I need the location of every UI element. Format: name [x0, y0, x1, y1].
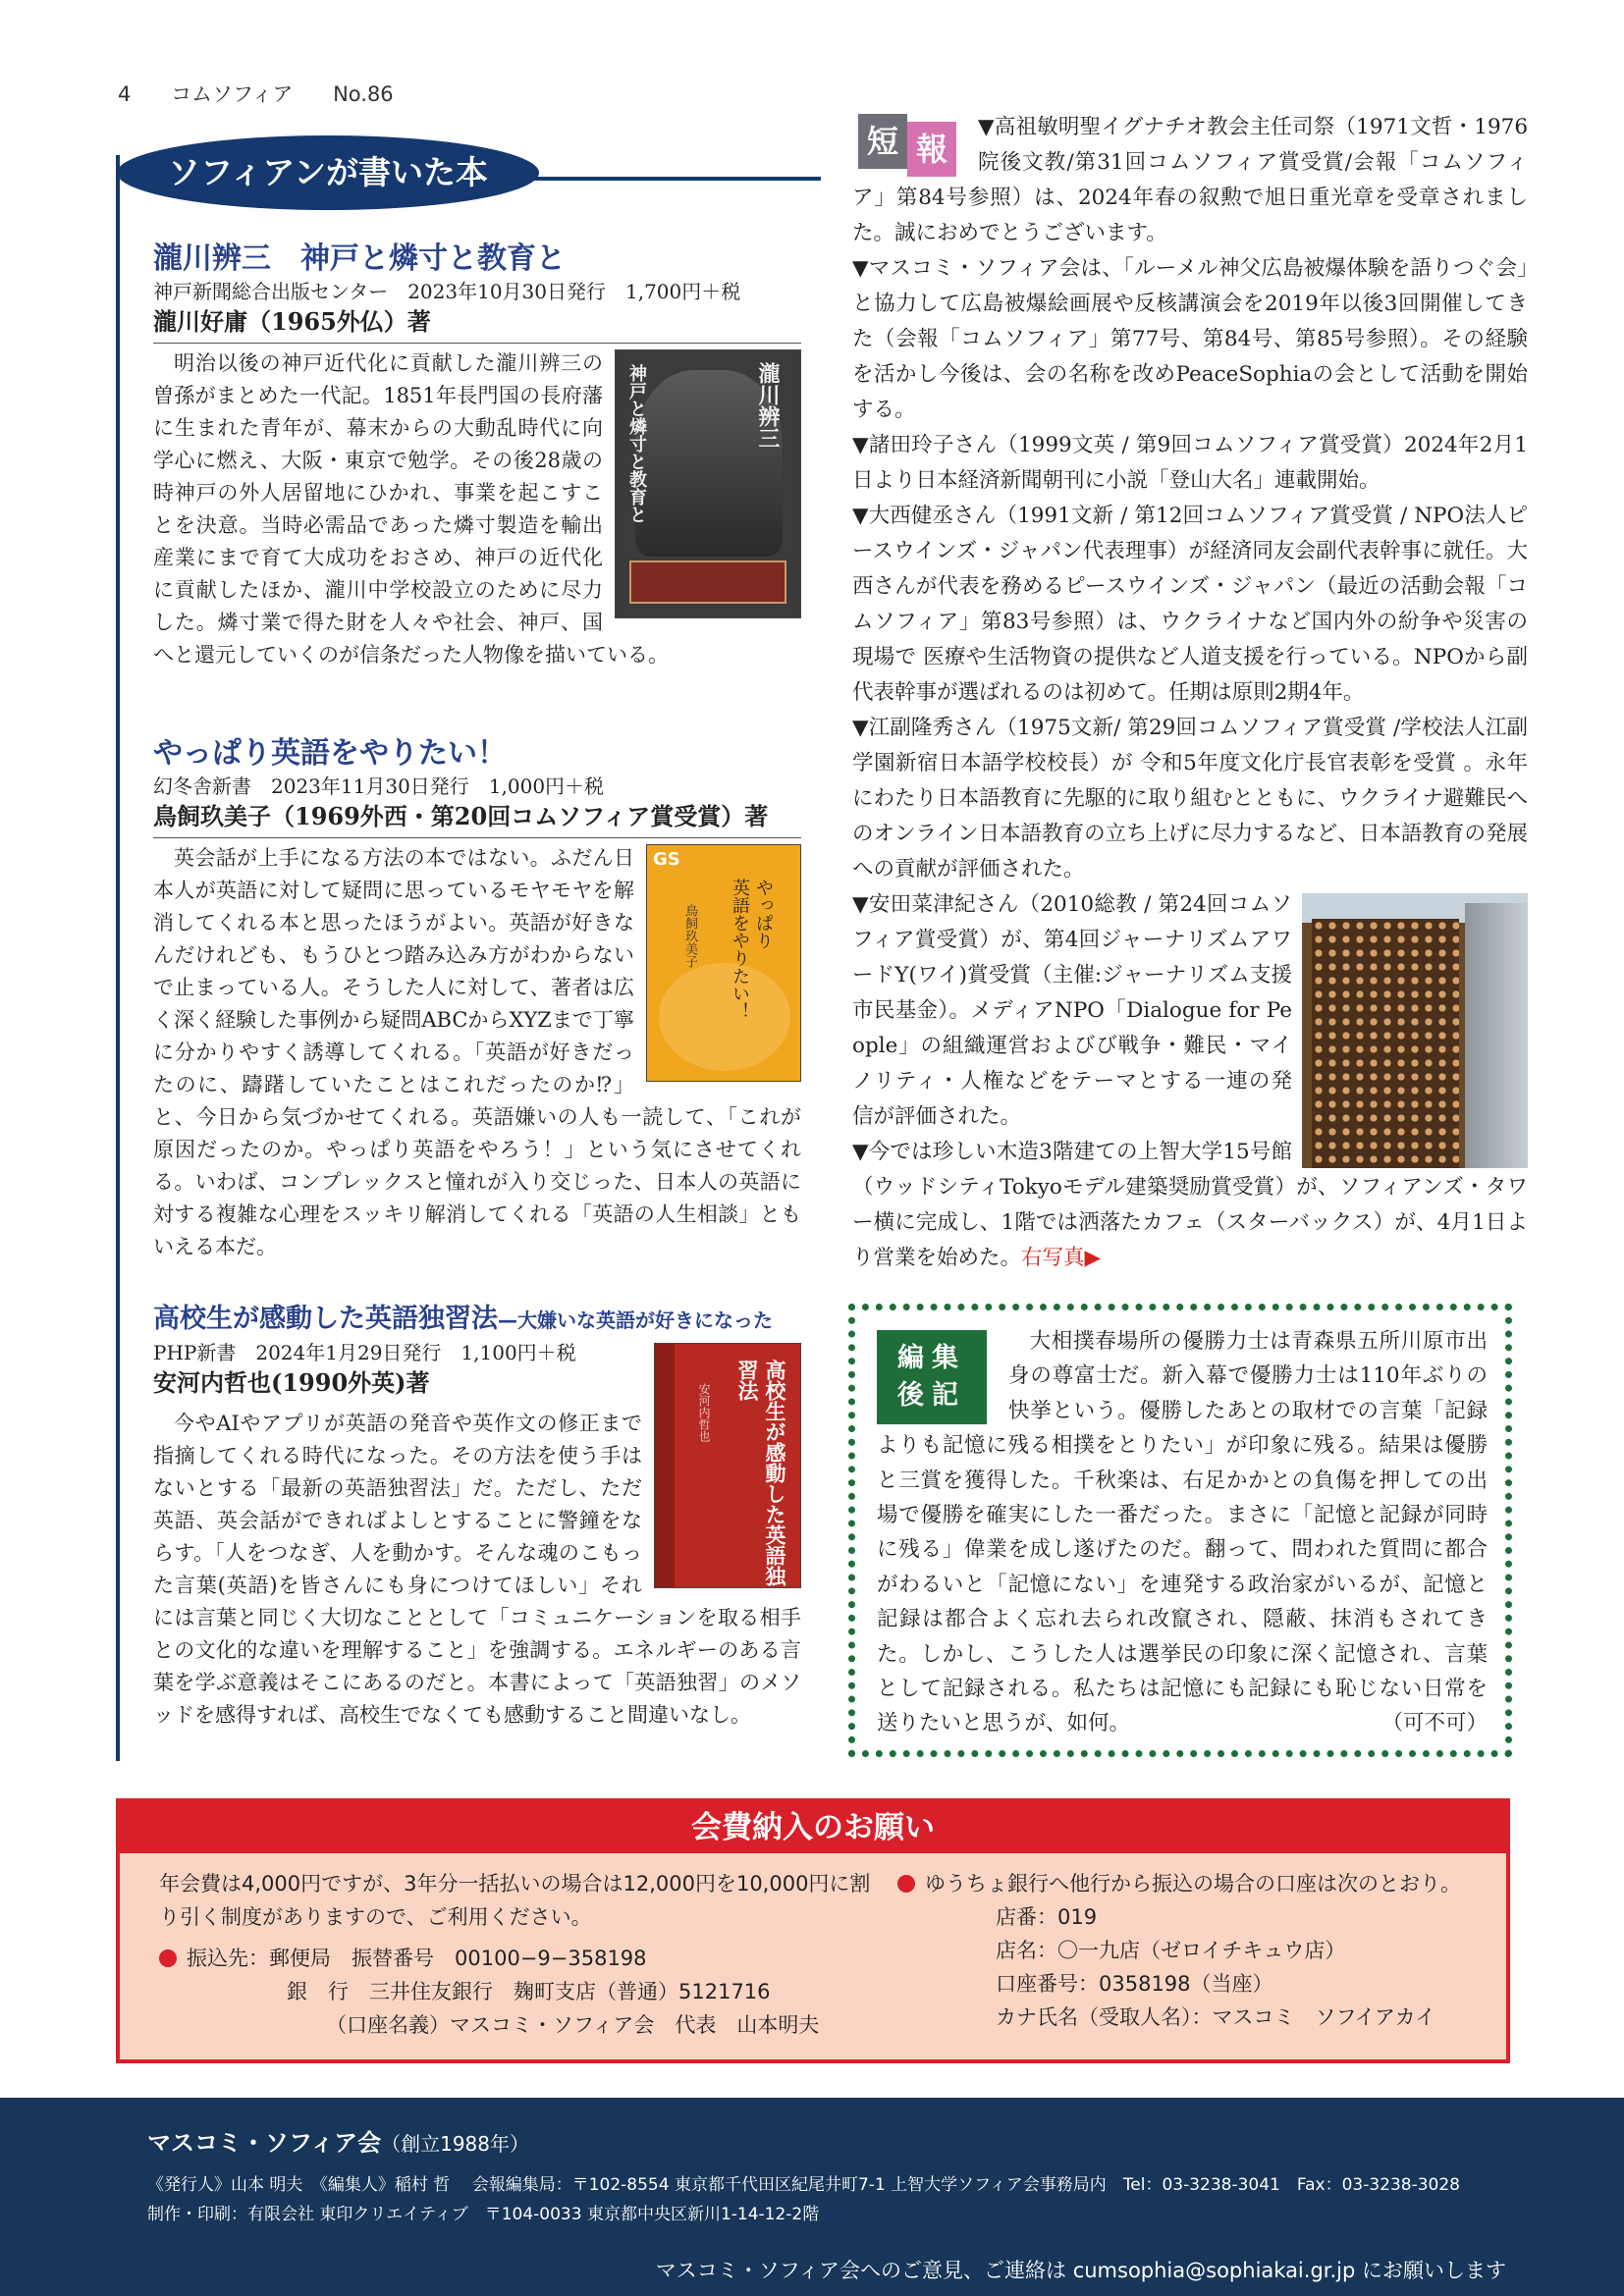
short-news — [852, 110, 1528, 1276]
book-author: 鳥飼玖美子（1969外西・第20回コムソフィア賞受賞）著 — [153, 799, 801, 838]
book-review: 英会話が上手になる方法の本ではない。ふだん日本人が英語に対して疑問に思っているモヤモヤを解消してくれる本と思ったほうがよい。英語が好きなんだけれども、もうひとつ踏み込み方がわからないで止まっている人。そうした人に対して、著者は広く深く経験した事例から疑問ABCからXYZまで丁寧に分かりやすく誘導してくれる。「英語が好きだったのに、躊躇していたことはこれだったのか⁉」と、今日から気づかせてくれる。英語嫌いの人も一読して、「これが原因だったのか。やっぱり英語をやろう！」という気にさせてくれる。いわば、コンプレックスと憧れが入り交じった、日本人の英語に対する複雑な心理をスッキリ解消してくれる「英語の人生相談」ともいえる本だ。 — [153, 846, 801, 1258]
cover-author: 安河内哲也 — [697, 1383, 711, 1442]
fee-right-column — [897, 1867, 1496, 2034]
bullet-icon — [897, 1875, 915, 1893]
editor-note-body: 大相撲春場所の優勝力士は青森県五所川原市出身の尊富士だ。新入幕で優勝力士は110年ぶりの快挙という。優勝したあとの取材での言葉「記録よりも記憶に残る相撲をとりたい」が印象に残る。結果は優勝と三賞を獲得した。千秋楽は、右足かかとの負傷を押しての出場で優勝を確実にした一番だった。まさに「記憶と記録が同時に残る」偉業を成し遂げたのだ。翻って、問われた質問に都合がわるいと「記憶にない」を連発する政治家がいるが、記憶と記録は都合よく忘れ去られ改竄され、隠蔽、抹消もされてきた。しかし、こうした人は選挙民の印象に深く記憶され、言葉として記録される。私たちは記憶にも記録にも恥じない日常を送りたいと思うが、如何。 （可不可） — [877, 1324, 1488, 1741]
book-author: 安河内哲也(1990外英)著 — [153, 1368, 430, 1397]
publication-name: コムソフィア — [171, 82, 294, 106]
cover-author: 鳥飼玖美子 — [682, 904, 697, 968]
fee-notice-title: 会費納入のお願い — [120, 1802, 1506, 1853]
account-number: 口座番号：0358198（当座） — [996, 1972, 1273, 1996]
book-review: 今やAIやアプリが英語の発音や英作文の修正まで指摘してくれる時代になった。その方法を使う手はないとする「最新の英語独習法」だ。ただし、ただ英語、英会話ができればよしとすることに警鐘をならす。「人をつなぎ、人を動かす。そんな魂のこもった言葉(英語)を皆さんにも身につけてほしい」それには言葉と同じく大切なこととして「コミュニケーションを取る相手との文化的な違いを理解すること」を強調する。エネルギーのある言葉を学ぶ意義はそこにあるのだと。本書によって「英語独習」のメソッドを感得すれば、高校生でなくても感動すること間違いなし。 — [153, 1412, 801, 1727]
photo-tower — [1465, 903, 1528, 1168]
photo-reference: 右写真▶ — [1021, 1246, 1102, 1270]
book-review: 明治以後の神戸近代化に貢献した瀧川辨三の曽孫がまとめた一代記。1851年長門国の長府藩に生まれた青年が、幕末からの大動乱時代に向学心に燃え、大阪・東京で勉学。その後28歳の時神戸の外人居留地にひかれ、事業を起こすことを決意。当時必需品であった燐寸製造を輸出産業にまで育て大成功をおさめ、神戸の近代化に貢献したほか、瀧川中学校設立のために尽力した。燐寸業で得た財を人々や社会、神戸、国へと還元していくのが信条だった人物像を描いている。 — [153, 351, 669, 667]
footer-publisher-info: 《発行人》山本 明夫 《編集人》稲村 哲 会報編集局：〒102-8554 東京都千代田区紀尾井町7-1 上智大学ソフィア会事務局内 Tel：03-3238-3041 Fax：03-3238-3028 — [147, 2175, 1460, 2195]
editor-signature: （可不可） — [1381, 1711, 1488, 1736]
kana-name: カナ氏名（受取人名）：マスコミ ソフイアカイ — [996, 2005, 1436, 2029]
news-item: ▼今では珍しい木造3階建ての上智大学15号館（ウッドシティTokyoモデル建築奨励賞受賞）が、ソフィアンズ・タワー横に完成し、1階では洒落たカフェ（スターバックス）が、4月1日より営業を始めた。右写真▶ — [852, 1140, 1528, 1270]
news-item: ▼諸田玲子さん（1999文英 / 第9回コムソフィア賞受賞）2024年2月1日より日本経済新聞朝刊に小説「登山大名」連載開始。 — [852, 433, 1528, 493]
news-item: ▼高祖敏明聖イグナチオ教会主任司祭（1971文哲・1976院後文教/第31回コムソフィア賞受賞/会報「コムソフィア」第84号参照）は、2024年春の叙勲で旭日重光章を受章されました。誠におめでとうございます。 — [852, 115, 1528, 245]
book-author: 瀧川好庸（1965外仏）著 — [153, 304, 801, 344]
yucho-heading: ゆうちょ銀行へ他行から振込の場合の口座は次のとおり。 — [897, 1867, 1496, 1900]
books-section — [116, 155, 815, 1761]
news-item: ▼安田菜津紀さん（2010総教 / 第24回コムソフィア賞受賞）が、第4回ジャーナリズムアワードY(ワイ)賞受賞（主催:ジャーナリズム支援市民基金）。メディアNPO「Dialogue for People」の組織運営およびび戦争・難民・マイノリティ・人権などをテーマとする一連の発信が評価された。 — [852, 892, 1292, 1129]
book-entry — [153, 734, 801, 1263]
news-item: ▼マスコミ・ソフィア会は、「ルーメル神父広島被爆体験を語りつぐ会」と協力して広島被爆絵画展や反核講演会を2019年以後3回開催してきた（会報「コムソフィア」第77号、第84号、第85号参照）。その経験を活かし今後は、会の名称を改めPeaceSophiaの会として活動を開始する。 — [852, 256, 1528, 422]
issue-number: No.86 — [333, 82, 394, 106]
footer — [0, 2098, 1624, 2296]
bank-info: 銀 行 三井住友銀行 麹町支店（普通）5121716 — [287, 1980, 771, 2003]
book-publisher: PHP新書 2024年1月29日発行 1,100円＋税 — [153, 1341, 576, 1364]
section-banner — [117, 135, 539, 210]
badge-char: 報 — [907, 122, 956, 177]
cover-strip — [655, 1344, 675, 1588]
book-title: 高校生が感動した英語独習法—大嫌いな英語が好きになった — [153, 1304, 773, 1334]
news-item: ▼大西健丞さん（1991文新 / 第12回コムソフィア賞受賞 / NPO法人ピースウインズ・ジャパン代表理事）が経済同友会副代表幹事に就任。大西さんが代表を務めるピースウインズ・ジャパン（最近の活動会報「コムソフィア」第83号参照）は、ウクライナなど国内外の紛争や災害の現場で 医療や生活物資の提供など人道支援を行っている。NPOから副代表幹事が選ばれるのは初めて。任期は原則2期4年。 — [852, 504, 1528, 705]
section-title: ソフィアンが書いた本 — [167, 153, 489, 191]
editor-note-badge: 編集 後記 — [877, 1330, 987, 1424]
fee-left-column — [159, 1867, 905, 2042]
news-item: ▼江副隆秀さん（1975文新/ 第29回コムソフィア賞受賞 /学校法人江副学園新宿日本語学校校長）が 令和5年度文化庁長官表彰を受賞 。永年にわたり日本語教育に先駆的に取り組むとともに、ウクライナ避難民へのオンライン日本語教育の立ち上げに尽力するなど、日本語教育の発展への貢献が評価された。 — [852, 716, 1528, 881]
account-name: （口座名義）マスコミ・ソフィア会 代表 山本明夫 — [326, 2013, 820, 2037]
short-news-badge — [852, 114, 968, 173]
footer-printer-info: 制作・印刷：有限会社 東印クリエイティブ 〒104-0033 東京都中央区新川1-14-12-2階 — [147, 2205, 820, 2224]
cover-band — [629, 561, 786, 604]
book-cover-image — [615, 349, 801, 618]
branch-number: 店番：019 — [996, 1905, 1098, 1929]
page-header — [118, 79, 427, 108]
book-title: やっぱり英語をやりたい！ — [153, 736, 507, 771]
cover-subtitle: 神戸と燐寸と教育と — [626, 364, 647, 523]
cover-title: 高校生が感動した英語独習法 — [735, 1360, 787, 1586]
editor-note — [848, 1304, 1512, 1757]
book-entry — [153, 240, 801, 671]
book-cover-image — [654, 1343, 801, 1588]
page-number: 4 — [118, 82, 132, 106]
book-publisher: 幻冬舎新書 2023年11月30日発行 1,000円＋税 — [153, 774, 605, 798]
book-subtitle: —大嫌いな英語が好きになった — [498, 1308, 773, 1332]
cover-title: 瀧川辨三 — [755, 362, 781, 449]
footer-contact: マスコミ・ソフィア会へのご意見、ご連絡は cumsophia@sophiakai.gr.jp にお願いします — [655, 2259, 1506, 2282]
branch-name: 店名：〇一九店（ゼロイチキュウ店） — [996, 1939, 1346, 1962]
building-photo — [1302, 893, 1528, 1168]
footer-org: マスコミ・ソフィア会（創立1988年） — [147, 2129, 529, 2157]
book-title: 瀧川辨三 神戸と燐寸と教育と — [153, 241, 566, 276]
book-publisher: 神戸新聞総合出版センター 2023年10月30日発行 1,700円＋税 — [153, 280, 741, 303]
fee-notice — [116, 1798, 1510, 2063]
cover-series-mark: GS — [653, 849, 680, 870]
book-entry — [153, 1300, 801, 1732]
fee-description: 年会費は4,000円ですが、3年分一括払いの場合は12,000円を10,000円に割り引く制度がありますので、ご利用ください。 — [159, 1872, 871, 1929]
banner-rule — [532, 177, 821, 181]
cover-title: やっぱり 英語をやりたい！ — [730, 879, 774, 1020]
photo-wood-lattice — [1312, 919, 1459, 1168]
badge-char: 短 — [858, 114, 907, 169]
book-cover-image — [646, 844, 801, 1082]
transfer-info: 振込先：郵便局 振替番号 00100−9−358198 — [159, 1942, 905, 1975]
bullet-icon — [159, 1949, 177, 1967]
